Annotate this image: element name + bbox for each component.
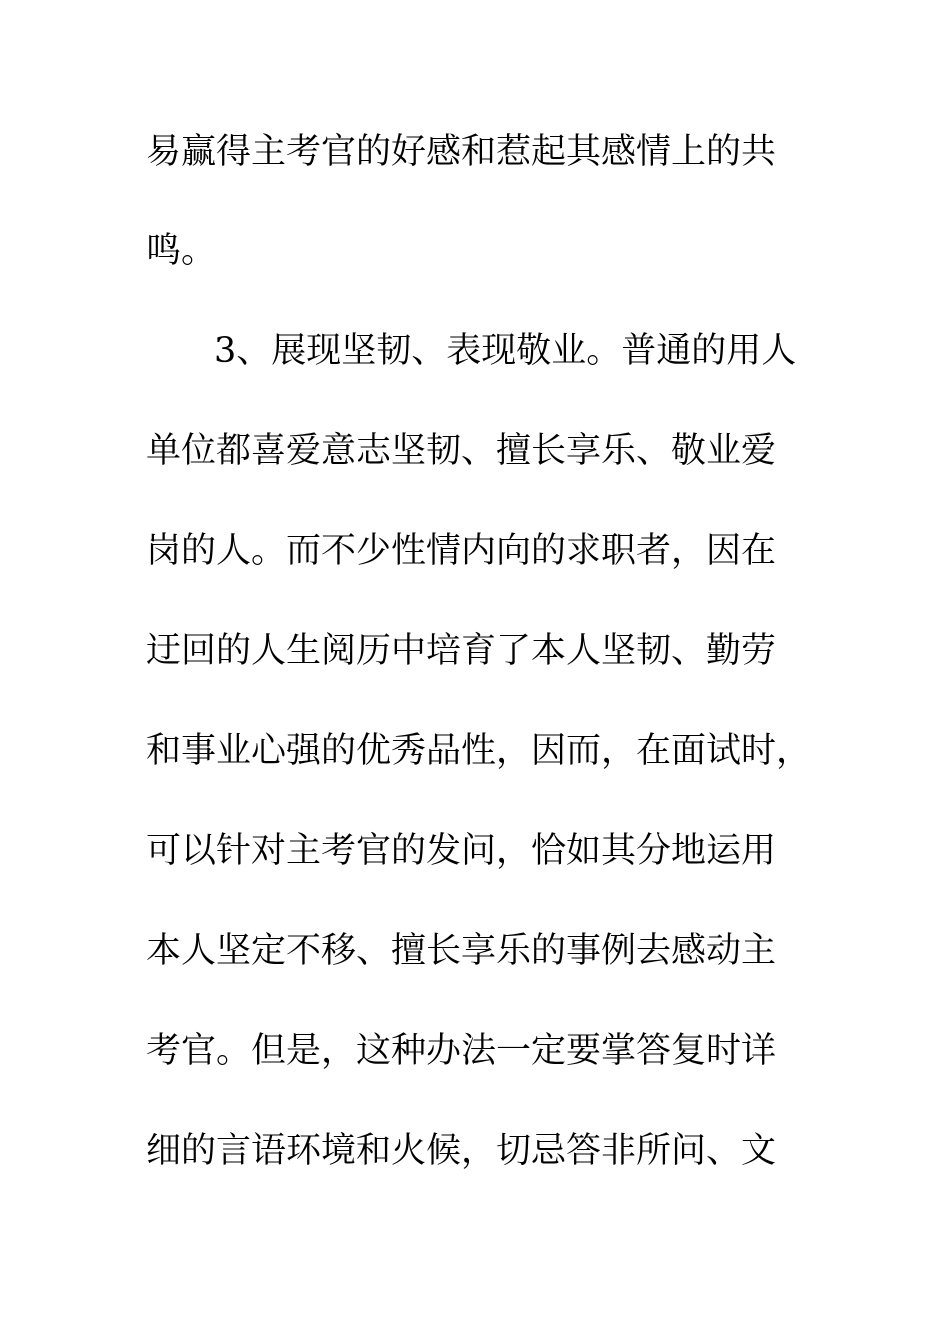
text-line: 易赢得主考官的好感和惹起其感情上的共 [146,132,777,172]
text-line: 可以针对主考官的发问，恰如其分地运用 [146,831,777,871]
paragraph-start-line: 3、展现坚韧、表现敬业。普通的用人 [214,331,797,371]
text-line: 考官。但是，这种办法一定要掌答复时详 [146,1031,777,1071]
text-line: 岗的人。而不少性情内向的求职者，因在 [146,531,777,571]
text-line: 迂回的人生阅历中培育了本人坚韧、勤劳 [146,631,777,671]
text-line: 鸣。 [146,231,217,271]
text-line: 和事业心强的优秀品性，因而，在面试时， [146,731,812,771]
text-line: 单位都喜爱意志坚韧、擅长享乐、敬业爱 [146,431,777,471]
text-line: 本人坚定不移、擅长享乐的事例去感动主 [146,931,777,971]
text-line: 细的言语环境和火候，切忌答非所问、文 [146,1131,777,1171]
